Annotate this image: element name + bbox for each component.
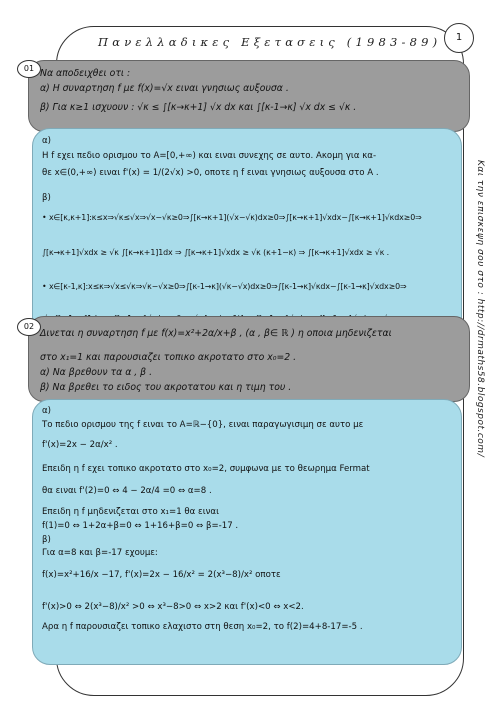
problem-2-solution-line: θα ειναι f'(2)=0 ⇔ 4 − 2α/4 =0 ⇔ α=8 . — [42, 486, 212, 496]
side-note — [475, 160, 492, 540]
problem-2-solution-line: Για α=8 και β=-17 εχουμε: — [42, 548, 158, 558]
problem-2-solution-line: f'(x)>0 ⇔ 2(x³−8)/x² >0 ⇔ x³−8>0 ⇔ x>2 και f'(x)<0 ⇔ x<2. — [42, 602, 304, 612]
problem-2-solution-line: Το πεδιο ορισμου της f ειναι το A=ℝ−{0}, ειναι παραγωγισιμη σε αυτο με — [42, 420, 364, 430]
problem-2-badge: 02 — [17, 318, 41, 336]
problem-1-solution-line: β) — [42, 193, 51, 203]
problem-2-solution-line: Επειδη η f μηδενιζεται στο x₁=1 θα ειναι — [42, 507, 219, 517]
page-number: 1 — [444, 23, 474, 53]
problem-2-question-line: β) Να βρεθει το ειδος του ακροτατου και η τιμη του . — [40, 382, 292, 393]
problem-1-solution-line: θε x∈(0,+∞) ειναι f'(x) = 1/(2√x) >0, οποτε η f ειναι γνησιως αυξουσα στο A . — [42, 168, 379, 178]
problem-2-question-line: στο x₁=1 και παρουσιαζει τοπικο ακροτατο στο x₀=2 . — [40, 352, 297, 363]
problem-2-question-line: α) Να βρεθουν τα α , β . — [40, 367, 153, 378]
problem-2-solution-line: Επειδη η f εχει τοπικο ακροτατο στο x₀=2, συμφωνα με το θεωρημα Fermat — [42, 464, 370, 474]
problem-2-question-line: Δινεται η συναρτηση f με f(x)=x²+2α/x+β , (α , β∈ ℝ ) η οποια μηδενιζεται — [40, 328, 392, 339]
problem-2-solution-line: β) — [42, 535, 51, 545]
problem-1-solution-line: α) — [42, 136, 52, 146]
problem-1-solution-line: Η f εχει πεδιο ορισμου το A=[0,+∞) και ειναι συνεχης σε αυτο. Ακομη για κα- — [42, 151, 377, 161]
problem-1-question-line: β) Για κ≥1 ισχυουν : √κ ≤ ∫[κ→κ+1] √x dx και ∫[κ-1→κ] √x dx ≤ √κ . — [40, 102, 357, 113]
problem-1-question-line: α) Η συναρτηση f με f(x)=√x ειναι γνησιως αυξουσα . — [40, 83, 289, 94]
problem-2-solution-line: α) — [42, 406, 52, 416]
problem-1-solution-line: • x∈[κ-1,κ]:x≤κ⇒√x≤√κ⇒√κ−√x≥0⇒∫[κ-1→κ](√κ−√x)dx≥0⇒∫[κ-1→κ]√κdx−∫[κ-1→κ]√xdx≥0⇒ — [42, 282, 407, 291]
problem-2-solution-line: Αρα η f παρουσιαζει τοπικο ελαχιστο στη θεση x₀=2, το f(2)=4+8-17=-5 . — [42, 622, 363, 632]
side-note-text: Και την επισκεψη σου στο : http://drmaths58.blogspot.com/ — [475, 160, 485, 458]
page-title: Πανελλαδικες Εξετασεις (1983-89) — [98, 35, 442, 49]
problem-2-solution-line: f'(x)=2x − 2α/x² . — [42, 440, 118, 450]
problem-2-solution-line: f(1)=0 ⇔ 1+2α+β=0 ⇔ 1+16+β=0 ⇔ β=-17 . — [42, 521, 239, 531]
problem-2-solution-line: f(x)=x²+16/x −17, f'(x)=2x − 16/x² = 2(x³−8)/x² οποτε — [42, 570, 281, 580]
problem-1-badge: 01 — [17, 60, 41, 78]
problem-1-solution-line: ∫[κ→κ+1]√xdx ≥ √κ ∫[κ→κ+1]1dx ⇒ ∫[κ→κ+1]√xdx ≥ √κ (κ+1−κ) ⇒ ∫[κ→κ+1]√xdx ≥ √κ . — [42, 248, 390, 257]
problem-1-solution-line: • x∈[κ,κ+1]:κ≤x⇒√κ≤√x⇒√x−√κ≥0⇒∫[κ→κ+1](√x−√κ)dx≥0⇒∫[κ→κ+1]√xdx−∫[κ→κ+1]√κdx≥0⇒ — [42, 213, 422, 222]
problem-1-question-line: Να αποδειχθει οτι : — [40, 68, 131, 79]
